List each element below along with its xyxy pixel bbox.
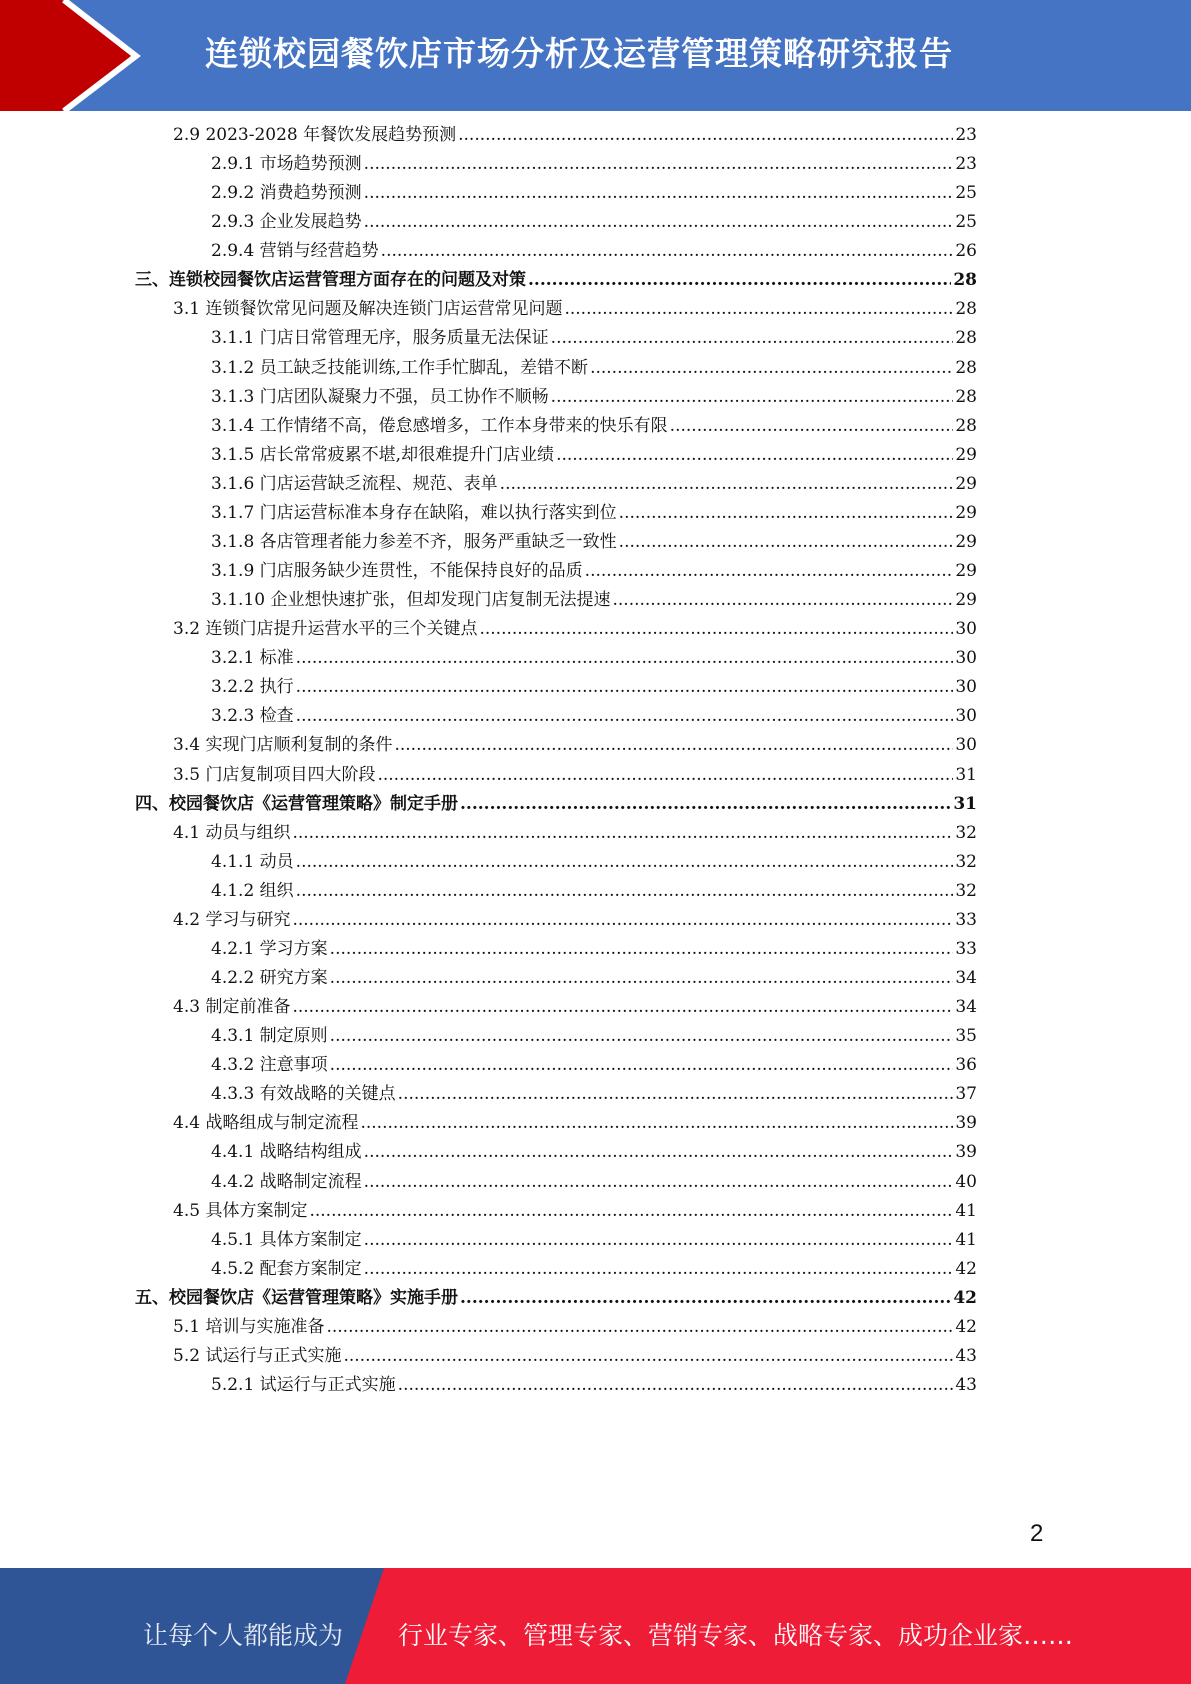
toc-entry-title: 3.5 门店复制项目四大阶段	[173, 764, 376, 785]
toc-page-number: 37	[955, 1084, 977, 1105]
toc-entry[interactable]	[211, 1138, 977, 1167]
toc-page-number: 42	[955, 1316, 977, 1337]
toc-entry[interactable]	[211, 1168, 977, 1197]
toc-entry[interactable]	[211, 673, 977, 702]
toc-page-number: 23	[955, 125, 977, 145]
toc-dot-leader	[528, 266, 951, 295]
toc-dot-leader	[296, 848, 954, 877]
toc-dot-leader	[364, 1255, 954, 1284]
toc-entry-title: 3.2.3 检查	[211, 706, 294, 727]
toc-page-number: 29	[955, 531, 977, 552]
toc-dot-leader	[670, 412, 954, 441]
toc-dot-leader	[364, 1226, 954, 1255]
toc-dot-leader	[619, 499, 954, 528]
toc-dot-leader	[364, 1168, 954, 1197]
toc-entry[interactable]	[211, 208, 977, 237]
toc-dot-leader	[398, 1080, 954, 1109]
toc-dot-leader	[460, 790, 951, 819]
toc-page-number: 29	[955, 444, 977, 465]
toc-entry[interactable]	[173, 993, 977, 1022]
toc-entry[interactable]	[211, 964, 977, 993]
toc-entry-title: 3.1.6 门店运营缺乏流程、规范、表单	[211, 473, 498, 494]
toc-entry-title: 2.9.4 营销与经营趋势	[211, 241, 379, 262]
toc-entry-title: 5.1 培训与实施准备	[173, 1316, 325, 1337]
toc-page-number: 34	[955, 997, 977, 1018]
toc-dot-leader	[296, 877, 954, 906]
toc-entry-title: 4.2 学习与研究	[173, 909, 291, 930]
toc-dot-leader	[585, 557, 954, 586]
footer-slogan-right: 行业专家、管理专家、营销专家、战略专家、成功企业家……	[398, 1621, 1074, 1650]
toc-dot-leader	[330, 964, 954, 993]
toc-entry[interactable]	[211, 702, 977, 731]
toc-entry-title: 4.3.3 有效战略的关键点	[211, 1084, 396, 1105]
toc-entry[interactable]	[211, 557, 977, 586]
toc-entry-title: 4.1.2 组织	[211, 880, 294, 901]
footer-slogan-left: 让每个人都能成为	[143, 1621, 344, 1650]
toc-entry-title: 3.1.8 各店管理者能力参差不齐，服务严重缺乏一致性	[211, 531, 617, 552]
toc-entry-title: 4.4 战略组成与制定流程	[173, 1113, 359, 1134]
toc-page-number: 39	[955, 1142, 977, 1163]
toc-entry[interactable]	[173, 295, 977, 324]
toc-dot-leader	[381, 237, 954, 266]
toc-dot-leader	[460, 1284, 951, 1313]
toc-page-number: 35	[955, 1026, 977, 1047]
toc-dot-leader	[619, 528, 954, 557]
toc-page-number: 28	[955, 357, 977, 378]
toc-entry[interactable]	[211, 528, 977, 557]
toc-dot-leader	[398, 1371, 954, 1400]
toc-dot-leader	[556, 441, 953, 470]
toc-dot-leader	[479, 615, 953, 644]
toc-entry[interactable]	[211, 383, 977, 412]
toc-entry[interactable]	[173, 1313, 977, 1342]
toc-page-number: 42	[955, 1258, 977, 1279]
toc-entry-title: 4.4.2 战略制定流程	[211, 1171, 362, 1192]
toc-entry-title: 4.5.2 配套方案制定	[211, 1258, 362, 1279]
toc-dot-leader	[551, 383, 954, 412]
toc-dot-leader	[309, 1197, 953, 1226]
toc-dot-leader	[364, 1138, 954, 1167]
toc-page-number: 28	[955, 299, 977, 320]
toc-entry-title: 3.2.2 执行	[211, 677, 294, 698]
toc-entry[interactable]	[173, 819, 977, 848]
toc-page-number: 39	[955, 1113, 977, 1134]
toc-entry-title: 3.4 实现门店顺利复制的条件	[173, 735, 393, 756]
toc-page-number: 31	[955, 764, 977, 785]
toc-entry[interactable]	[173, 731, 977, 760]
toc-page-number: 25	[955, 212, 977, 233]
toc-entry[interactable]	[173, 615, 977, 644]
toc-entry[interactable]	[173, 1109, 977, 1138]
page-footer	[0, 1568, 1191, 1684]
toc-entry[interactable]	[211, 150, 977, 179]
toc-entry[interactable]	[173, 906, 977, 935]
toc-page-number: 26	[955, 241, 977, 262]
toc-entry-title: 2.9 2023-2028 年餐饮发展趋势预测	[173, 125, 457, 145]
toc-page-number: 29	[955, 590, 977, 611]
toc-dot-leader	[564, 295, 953, 324]
toc-entry[interactable]	[211, 1051, 977, 1080]
toc-entry-title: 三、连锁校园餐饮店运营管理方面存在的问题及对策	[135, 270, 526, 291]
toc-page-number: 32	[955, 822, 977, 843]
toc-page-number: 41	[955, 1229, 977, 1250]
toc-dot-leader	[292, 819, 953, 848]
toc-entry-title: 5.2.1 试运行与正式实施	[211, 1375, 396, 1395]
toc-entry-title: 3.1.4 工作情绪不高，倦怠感增多，工作本身带来的快乐有限	[211, 415, 668, 436]
toc-page-number: 28	[955, 328, 977, 349]
toc-entry-title: 3.1.3 门店团队凝聚力不强，员工协作不顺畅	[211, 386, 549, 407]
toc-entry[interactable]	[211, 1080, 977, 1109]
toc-entry[interactable]	[211, 1255, 977, 1284]
toc-page-number: 42	[953, 1287, 977, 1308]
toc-dot-leader	[292, 906, 953, 935]
toc-entry-title: 5.2 试运行与正式实施	[173, 1345, 342, 1366]
toc-page-number: 34	[955, 968, 977, 989]
toc-entry-title: 3.1.2 员工缺乏技能训练,工作手忙脚乱，差错不断	[211, 357, 589, 378]
toc-entry-title: 4.1.1 动员	[211, 851, 294, 872]
toc-dot-leader	[364, 150, 954, 179]
toc-entry[interactable]	[211, 179, 977, 208]
toc-entry[interactable]	[211, 1022, 977, 1051]
toc-entry[interactable]	[173, 121, 977, 150]
toc-entry[interactable]	[211, 499, 977, 528]
toc-dot-leader	[590, 354, 953, 383]
toc-dot-leader	[364, 179, 954, 208]
toc-entry-title: 4.5.1 具体方案制定	[211, 1229, 362, 1250]
toc-page-number: 28	[955, 386, 977, 407]
toc-page-number: 29	[955, 473, 977, 494]
toc-dot-leader	[292, 993, 953, 1022]
toc-entry-title: 3.2.1 标准	[211, 648, 294, 669]
toc-entry-title: 4.2.1 学习方案	[211, 938, 328, 959]
toc-dot-leader	[458, 121, 953, 150]
toc-page-number: 32	[955, 880, 977, 901]
toc-entry[interactable]	[211, 586, 977, 615]
toc-page-number: 32	[955, 851, 977, 872]
toc-page-number: 30	[955, 648, 977, 669]
toc-chapter-entry[interactable]	[135, 1284, 977, 1313]
toc-entry-title: 2.9.3 企业发展趋势	[211, 212, 362, 233]
toc-entry[interactable]	[211, 441, 977, 470]
toc-dot-leader	[296, 702, 954, 731]
toc-dot-leader	[330, 935, 954, 964]
toc-page-number: 40	[955, 1171, 977, 1192]
toc-page-number: 30	[955, 677, 977, 698]
toc-entry-title: 2.9.1 市场趋势预测	[211, 154, 362, 175]
toc-entry[interactable]	[211, 877, 977, 906]
toc-dot-leader	[394, 731, 953, 760]
toc-entry[interactable]	[211, 1371, 977, 1400]
toc-entry-title: 4.3.1 制定原则	[211, 1026, 328, 1047]
toc-dot-leader	[364, 208, 954, 237]
toc-page-number: 41	[955, 1200, 977, 1221]
toc-page-number: 25	[955, 183, 977, 204]
toc-dot-leader	[330, 1022, 954, 1051]
toc-page-number: 28	[955, 415, 977, 436]
toc-dot-leader	[612, 586, 953, 615]
toc-entry[interactable]	[173, 1197, 977, 1226]
toc-entry[interactable]	[211, 412, 977, 441]
toc-entry-title: 4.3 制定前准备	[173, 997, 291, 1018]
toc-dot-leader	[343, 1342, 953, 1371]
toc-entry[interactable]	[211, 1226, 977, 1255]
toc-page-number: 43	[955, 1345, 977, 1366]
toc-dot-leader	[330, 1051, 954, 1080]
toc-page-number: 36	[955, 1055, 977, 1076]
toc-entry-title: 2.9.2 消费趋势预测	[211, 183, 362, 204]
toc-entry-title: 4.5 具体方案制定	[173, 1200, 308, 1221]
toc-dot-leader	[326, 1313, 953, 1342]
toc-entry[interactable]	[211, 470, 977, 499]
toc-entry[interactable]	[211, 644, 977, 673]
toc-page-number: 29	[955, 502, 977, 523]
toc-page-number: 31	[953, 793, 977, 814]
toc-page-number: 23	[955, 154, 977, 175]
toc-dot-leader	[500, 470, 954, 499]
toc-page-number: 33	[955, 909, 977, 930]
toc-entry-title: 4.4.1 战略结构组成	[211, 1142, 362, 1163]
toc-entry-title: 3.1.10 企业想快速扩张，但却发现门店复制无法提速	[211, 590, 611, 611]
toc-page-number: 28	[953, 270, 977, 291]
toc-dot-leader	[296, 644, 954, 673]
toc-entry[interactable]	[173, 761, 977, 790]
toc-entry[interactable]	[211, 324, 977, 353]
toc-dot-leader	[360, 1109, 953, 1138]
toc-dot-leader	[296, 673, 954, 702]
toc-chapter-entry[interactable]	[135, 790, 977, 819]
toc-page-number: 30	[955, 619, 977, 640]
toc-entry-title: 3.1 连锁餐饮常见问题及解决连锁门店运营常见问题	[173, 299, 563, 320]
toc-entry-title: 3.1.1 门店日常管理无序，服务质量无法保证	[211, 328, 549, 349]
toc-entry-title: 五、校园餐饮店《运营管理策略》实施手册	[135, 1287, 458, 1308]
toc-entry-title: 3.1.9 门店服务缺少连贯性，不能保持良好的品质	[211, 561, 583, 582]
toc-entry[interactable]	[211, 848, 977, 877]
toc-entry-title: 4.2.2 研究方案	[211, 968, 328, 989]
toc-dot-leader	[377, 761, 953, 790]
toc-chapter-entry[interactable]	[135, 266, 977, 295]
toc-entry[interactable]	[211, 354, 977, 383]
toc-entry-title: 4.1 动员与组织	[173, 822, 291, 843]
toc-entry-title: 4.3.2 注意事项	[211, 1055, 328, 1076]
toc-dot-leader	[551, 324, 954, 353]
toc-entry-title: 3.1.5 店长常常疲累不堪,却很难提升门店业绩	[211, 444, 555, 465]
toc-page-number: 33	[955, 938, 977, 959]
toc-page-number: 30	[955, 735, 977, 756]
report-title: 连锁校园餐饮店市场分析及运营管理策略研究报告	[205, 34, 953, 73]
toc-entry[interactable]	[211, 237, 977, 266]
page-header	[0, 0, 1191, 111]
toc-entry-title: 3.1.7 门店运营标准本身存在缺陷，难以执行落实到位	[211, 502, 617, 523]
arrow-logo-icon	[0, 0, 160, 111]
toc-entry-title: 四、校园餐饮店《运营管理策略》制定手册	[135, 793, 458, 814]
toc-page-number: 29	[955, 561, 977, 582]
toc-entry[interactable]	[211, 935, 977, 964]
toc-entry[interactable]	[173, 1342, 977, 1371]
toc-page-number: 43	[955, 1375, 977, 1395]
toc-entry-title: 3.2 连锁门店提升运营水平的三个关键点	[173, 619, 478, 640]
page-number: 2	[1030, 1520, 1044, 1547]
toc-page-number: 30	[955, 706, 977, 727]
